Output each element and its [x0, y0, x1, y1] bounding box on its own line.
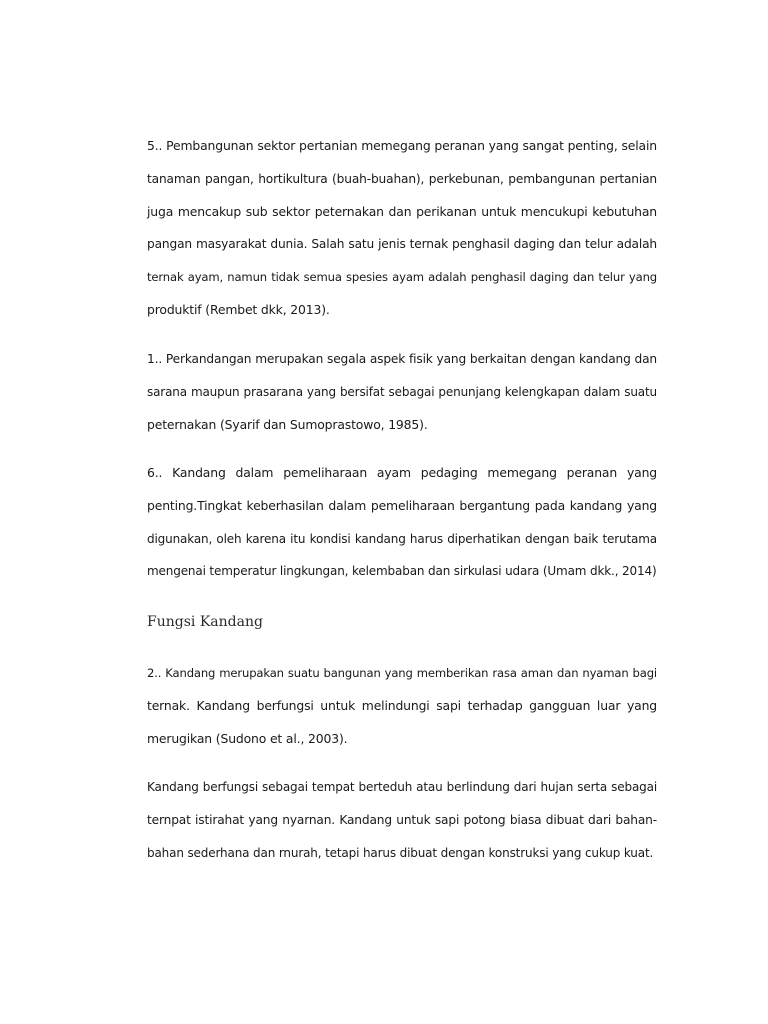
text-line: tanaman pangan, hortikultura (buah-buahan), perkebunan, pembangunan pertanian: [147, 171, 657, 186]
text-line: juga mencakup sub sektor peternakan dan perikanan untuk mencukupi kebutuhan: [147, 203, 657, 219]
text-line: peternakan (Syarif dan Sumoprastowo, 1985).: [147, 416, 428, 432]
text-line: bahan sederhana dan rnurah, tetapi harus dibuat dengan konstruksi yang cukup kuat.: [147, 845, 654, 860]
text-line: penting.Tingkat keberhasilan dalam pemeliharaan bergantung pada kandang yang: [147, 497, 657, 513]
paragraph-kandang-bangunan: [147, 657, 657, 755]
paragraph-kandang-fungsi: [147, 771, 657, 869]
text-line: ternak ayam, namun tidak semua spesies ayam adalah penghasil daging dan telur yang: [147, 270, 657, 285]
paragraph-kandang-ayam: [147, 457, 657, 588]
text-line: ternpat istirahat yang nyarnan. Kandang untuk sapi potong biasa dibuat dari bahan-: [147, 812, 657, 827]
text-line: produktif (Rembet dkk, 2013).: [147, 301, 330, 317]
text-line: ternak. Kandang berfungsi untuk melindungi sapi terhadap gangguan luar yang: [147, 697, 657, 713]
paragraph-perkandangan: [147, 343, 657, 441]
text-line: 1.. Perkandangan merupakan segala aspek fisik yang berkaitan dengan kandang dan: [147, 352, 657, 366]
paragraph-pembangunan: [147, 130, 657, 327]
text-line: pangan masyarakat dunia. Salah satu jenis ternak penghasil daging dan telur adalah: [147, 237, 657, 252]
text-line: 5.. Pembangunan sektor pertanian memegang peranan yang sangat penting, selain: [147, 138, 657, 153]
section-heading: Fungsi Kandang: [147, 614, 263, 630]
text-line: 6.. Kandang dalam pemeliharaan ayam pedaging memegang peranan yang: [147, 465, 657, 480]
text-line: merugikan (Sudono et al., 2003).: [147, 730, 348, 746]
text-line: digunakan, oleh karena itu kondisi kandang harus diperhatikan dengan baik terutama: [147, 531, 657, 546]
text-line: sarana maupun prasarana yang bersifat sebagai penunjang kelengkapan dalam suatu: [147, 384, 657, 399]
text-line: Kandang berfungsi sebagai tempat berteduh atau berlindung dari hujan serta sebagai: [147, 780, 657, 794]
text-line: 2.. Kandang merupakan suatu bangunan yang memberikan rasa aman dan nyaman bagi: [147, 666, 657, 680]
text-line: mengenai temperatur lingkungan, kelembaban dan sirkulasi udara (Umam dkk., 2014): [147, 564, 657, 579]
